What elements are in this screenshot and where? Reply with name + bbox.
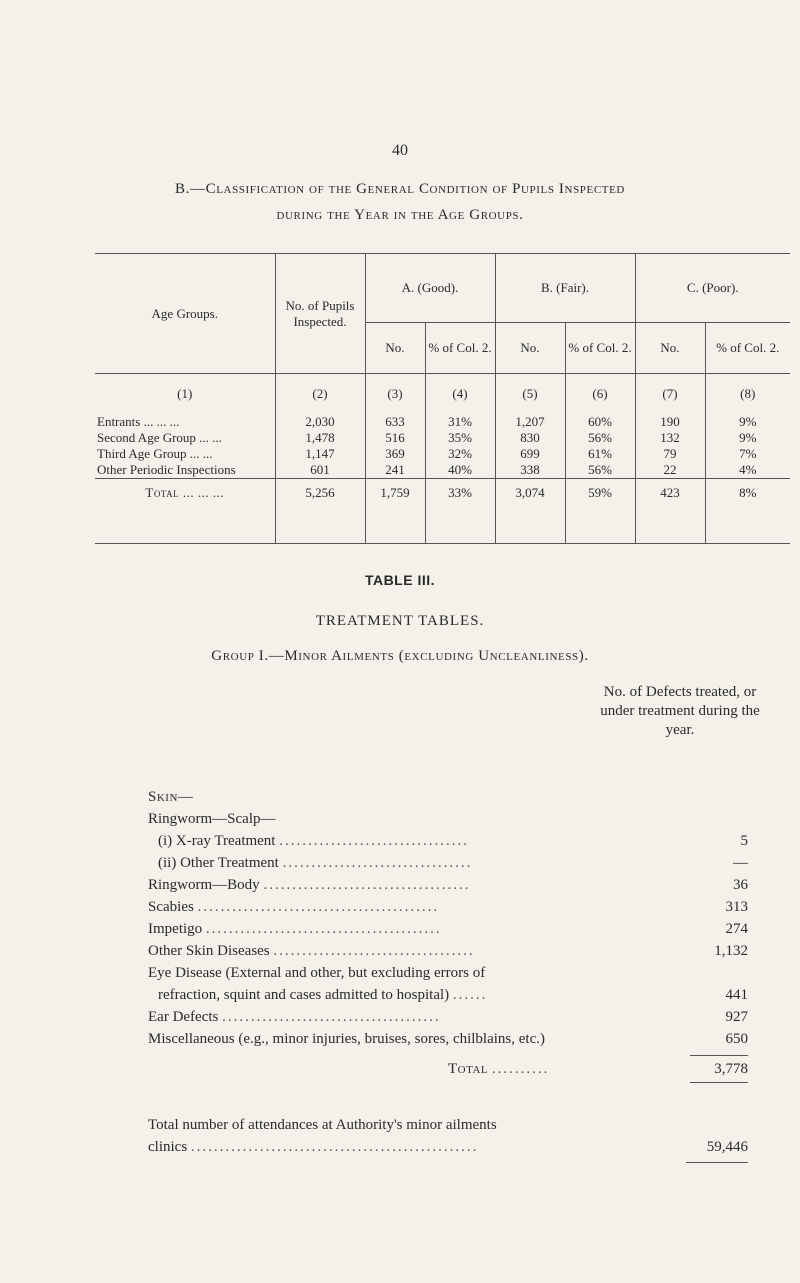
section-title-line-2: during the Year in the Age Groups. <box>276 207 524 223</box>
ringworm-scalp-text: Ringworm—Scalp— <box>148 811 276 827</box>
b-pct-cell: 60% <box>565 414 635 430</box>
column-number: (7) <box>635 374 705 415</box>
item-value: 5 <box>740 833 748 849</box>
classification-table <box>95 253 790 544</box>
misc-label: Miscellaneous (e.g., minor injuries, bruises, sores, chilblains, etc.) <box>148 1031 545 1047</box>
item-label: Other Skin Diseases <box>148 943 270 959</box>
ringworm-scalp-label <box>148 808 748 830</box>
c-pct-header: % of Col. 2. <box>705 323 790 374</box>
attendances-label-2: clinics <box>148 1139 188 1155</box>
pupils-cell: 2,030 <box>275 414 365 430</box>
column-number: (8) <box>705 374 790 415</box>
attendances-line-1 <box>148 1114 748 1136</box>
b-pct-header: % of Col. 2. <box>565 323 635 374</box>
table-row <box>95 446 790 462</box>
eye-value: 441 <box>725 987 748 1003</box>
c-pct-cell: 9% <box>705 430 790 446</box>
table-row <box>95 462 790 479</box>
table-row <box>95 430 790 446</box>
a-no-cell: 369 <box>365 446 425 462</box>
group-b-header: B. (Fair). <box>495 254 635 323</box>
skin-label <box>148 786 748 808</box>
ear-value: 927 <box>725 1009 748 1025</box>
ear-label: Ear Defects <box>148 1009 219 1025</box>
b-pct-cell: 56% <box>565 462 635 479</box>
total-rule-bottom <box>690 1082 748 1083</box>
miscellaneous-item <box>148 1028 748 1050</box>
a-no-cell: 241 <box>365 462 425 479</box>
item-value: 313 <box>725 899 748 915</box>
a-pct-header: % of Col. 2. <box>425 323 495 374</box>
eye-disease-item: refraction, squint and cases admitted to hospital) ...... 441 <box>158 984 748 1006</box>
b-no-header: No. <box>495 323 565 374</box>
pupils-cell: 5,256 <box>275 479 365 544</box>
eye-label-2: refraction, squint and cases admitted to hospital) <box>158 987 450 1003</box>
a-pct-cell: 31% <box>425 414 495 430</box>
c-pct-cell: 4% <box>705 462 790 479</box>
column-number-row <box>95 374 790 415</box>
a-pct-cell: 35% <box>425 430 495 446</box>
a-no-cell: 633 <box>365 414 425 430</box>
list-item: Impetigo ......................................... 274 <box>148 918 748 940</box>
table-row <box>95 414 790 430</box>
table-iii-title: TABLE III. <box>364 572 436 588</box>
b-no-cell: 699 <box>495 446 565 462</box>
b-no-cell: 830 <box>495 430 565 446</box>
total-label: Total <box>448 1061 489 1077</box>
a-no-cell: 1,759 <box>365 479 425 544</box>
pupils-cell: 1,478 <box>275 430 365 446</box>
a-pct-cell: 33% <box>425 479 495 544</box>
total-row <box>95 479 790 544</box>
a-pct-cell: 40% <box>425 462 495 479</box>
eye-label-1: Eye Disease (External and other, but excluding errors of <box>148 965 486 981</box>
column-number: (4) <box>425 374 495 415</box>
ear-defects-item: Ear Defects ...................................... 927 <box>148 1006 748 1028</box>
group-c-header: C. (Poor). <box>635 254 790 323</box>
c-no-cell: 190 <box>635 414 705 430</box>
group-a-header: A. (Good). <box>365 254 495 323</box>
list-item: Ringworm—Body .................................... 36 <box>148 874 748 896</box>
attendances-rule <box>686 1162 748 1163</box>
a-pct-cell: 32% <box>425 446 495 462</box>
column-number: (2) <box>275 374 365 415</box>
b-no-cell: 3,074 <box>495 479 565 544</box>
age-groups-header: Age Groups. <box>95 254 275 374</box>
list-item: (i) X-ray Treatment ................................. 5 <box>158 830 748 852</box>
b-no-cell: 338 <box>495 462 565 479</box>
row-label: Entrants ... ... ... <box>97 414 180 429</box>
item-value: — <box>733 855 748 871</box>
a-no-cell: 516 <box>365 430 425 446</box>
b-no-cell: 1,207 <box>495 414 565 430</box>
defects-column-header: No. of Defects treated, or under treatment during the year. <box>600 684 760 738</box>
pupils-inspected-header: No. of Pupils Inspected. <box>275 254 365 374</box>
list-item: Scabies .......................................... 313 <box>148 896 748 918</box>
eye-disease-line-1 <box>148 962 748 984</box>
c-pct-cell: 8% <box>705 479 790 544</box>
total-item: Total .......... 3,778 <box>148 1058 748 1080</box>
item-label: (ii) Other Treatment <box>158 855 279 871</box>
treatment-tables-title: TREATMENT TABLES. <box>315 613 485 629</box>
item-label: (i) X-ray Treatment <box>158 833 276 849</box>
list-item: (ii) Other Treatment ................................. — <box>158 852 748 874</box>
page-number: 40 <box>392 142 408 159</box>
column-number: (3) <box>365 374 425 415</box>
c-no-cell: 79 <box>635 446 705 462</box>
attendances-value: 59,446 <box>706 1139 748 1155</box>
misc-value: 650 <box>725 1031 748 1047</box>
pupils-cell: 601 <box>275 462 365 479</box>
c-no-cell: 22 <box>635 462 705 479</box>
b-pct-cell: 59% <box>565 479 635 544</box>
item-label: Scabies <box>148 899 194 915</box>
column-number: (1) <box>95 374 275 415</box>
total-value: 3,778 <box>714 1061 748 1077</box>
item-label: Impetigo <box>148 921 203 937</box>
c-pct-cell: 9% <box>705 414 790 430</box>
skin-label-text: Skin— <box>148 789 194 805</box>
column-number: (5) <box>495 374 565 415</box>
c-no-header: No. <box>635 323 705 374</box>
attendances-label-1: Total number of attendances at Authority's minor ailments <box>148 1117 497 1133</box>
pupils-cell: 1,147 <box>275 446 365 462</box>
item-label: Ringworm—Body <box>148 877 260 893</box>
total-rule-top <box>690 1055 748 1056</box>
b-pct-cell: 56% <box>565 430 635 446</box>
group-i-title: Group I.—Minor Ailments (excluding Uncleanliness). <box>211 648 589 664</box>
section-title <box>60 176 740 228</box>
list-item: Other Skin Diseases ................................... 1,132 <box>148 940 748 962</box>
section-title-line-1: B.—Classification of the General Condition of Pupils Inspected <box>175 181 625 197</box>
item-value: 274 <box>725 921 748 937</box>
c-no-cell: 132 <box>635 430 705 446</box>
row-label: Second Age Group ... ... <box>97 430 222 445</box>
item-value: 1,132 <box>714 943 748 959</box>
a-no-header: No. <box>365 323 425 374</box>
item-value: 36 <box>733 877 748 893</box>
c-no-cell: 423 <box>635 479 705 544</box>
column-number: (6) <box>565 374 635 415</box>
b-pct-cell: 61% <box>565 446 635 462</box>
row-label: Other Periodic Inspections <box>97 462 236 477</box>
total-label: Total ... ... ... <box>95 479 275 544</box>
c-pct-cell: 7% <box>705 446 790 462</box>
row-label: Third Age Group ... ... <box>97 446 213 461</box>
attendances-item: clinics .................................................. 59,446 <box>148 1136 748 1158</box>
